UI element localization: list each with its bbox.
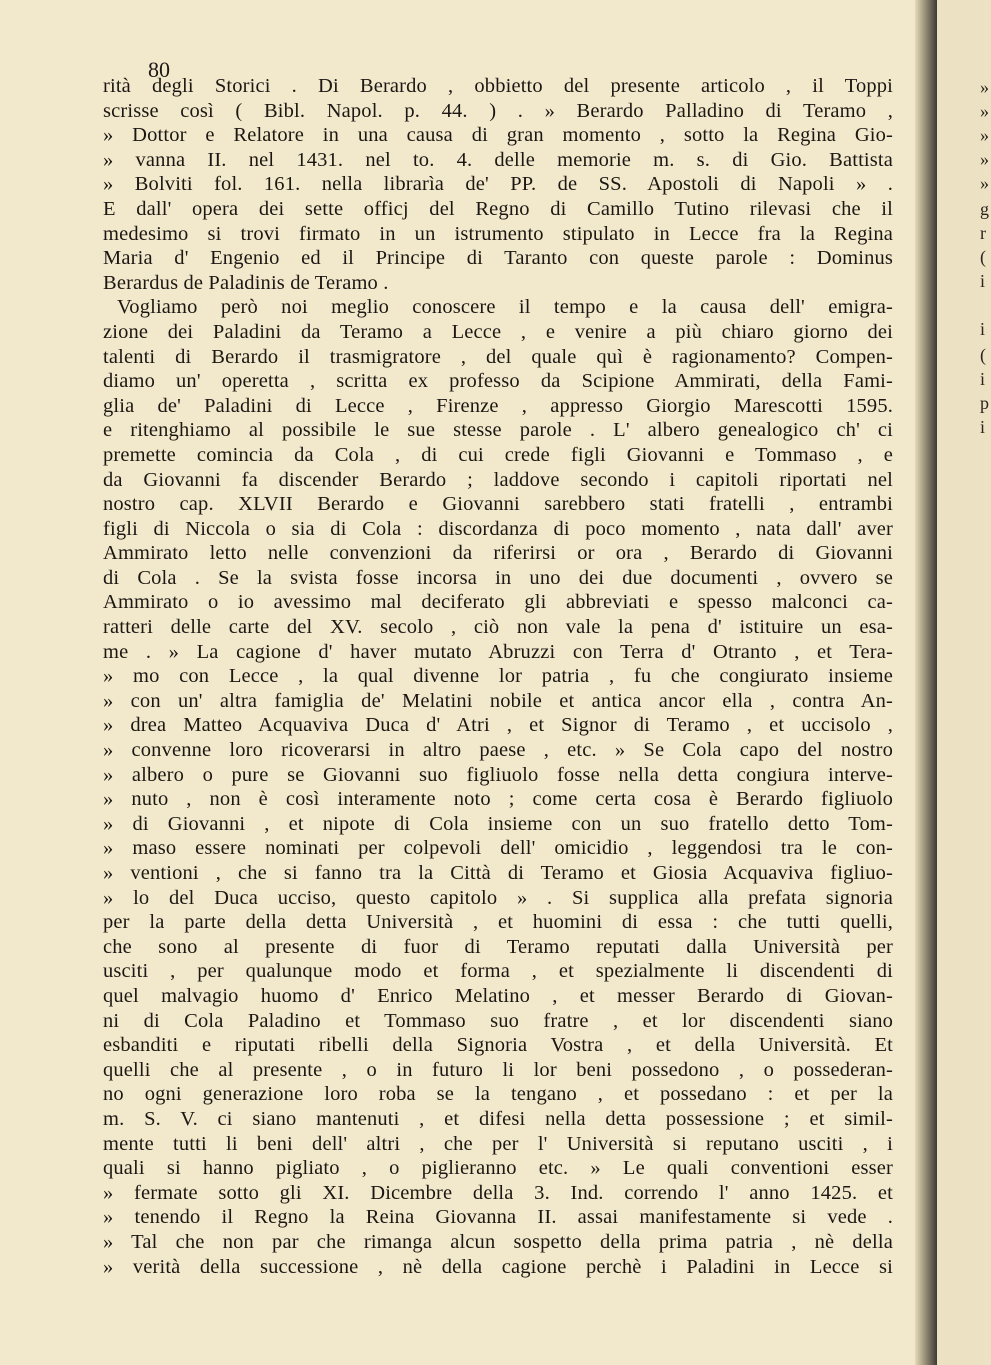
- text-line: Ammirato letto nelle convenzioni da riferirsi or ora , Berardo di Giovanni: [103, 542, 893, 565]
- text-line: » Dottor e Relatore in una causa di gran momento , sotto la Regina Gio-: [103, 124, 893, 147]
- facing-glyph: i: [980, 271, 986, 291]
- text-line: » ventioni , che si fanno tra la Città di Teramo et Giosia Acquaviva figliuo-: [103, 862, 893, 884]
- facing-glyph: (: [980, 247, 986, 267]
- text-line: » lo del Duca ucciso, questo capitolo » . Si supplica alla prefata signoria: [103, 886, 893, 909]
- facing-glyph: »: [980, 125, 989, 145]
- facing-glyph: »: [980, 77, 989, 97]
- text-line: diamo un' operetta , scritta ex professo da Scipione Ammirati, della Fami-: [103, 370, 893, 393]
- text-line: » Tal che non par che rimanga alcun sospetto della prima patria , nè della: [103, 1230, 893, 1253]
- text-line: » di Giovanni , et nipote di Cola insieme con un suo fratello detto Tom-: [103, 812, 893, 835]
- text-line: » mo con Lecce , la qual divenne lor patria , fu che congiurato insieme: [103, 665, 893, 688]
- text-line: rità degli Storici . Di Berardo , obbietto del presente articolo , il Toppi: [103, 75, 893, 97]
- text-line: no ogni generazione loro roba se la tengano , et possedano : et per la: [103, 1083, 893, 1106]
- facing-glyph: i: [980, 319, 986, 339]
- body-text: [103, 74, 893, 1279]
- text-line: e ritenghiamo al possibile le sue stesse parole . L' albero genealogico ch' ci: [103, 419, 893, 442]
- text-line: » tenendo il Regno la Reina Giovanna II. assai manifestamente si vede .: [103, 1206, 893, 1229]
- facing-glyph: i: [980, 417, 986, 437]
- text-line: premette comincia da Cola , di cui crede figli Giovanni e Tommaso , e: [103, 443, 893, 466]
- facing-glyph: (: [980, 345, 986, 365]
- text-line: zione dei Paladini da Teramo a Lecce , e venire a più chiaro giorno dei: [103, 320, 893, 343]
- text-line: nostro cap. XLVII Berardo e Giovanni sarebbero stati fratelli , entrambi: [103, 493, 893, 516]
- text-line: m. S. V. ci siano mantenuti , et difesi nella detta possessione ; et simil-: [103, 1107, 893, 1130]
- text-line: quel malvagio huomo d' Enrico Melatino , et messer Berardo di Giovan-: [103, 984, 893, 1007]
- text-line: Ammirato o io avessimo mal deciferato gli abbreviati e spesso malconci ca-: [103, 591, 893, 614]
- facing-glyph: »: [980, 149, 989, 169]
- text-line: glia de' Paladini di Lecce , Firenze , appresso Giorgio Marescotti 1595.: [103, 394, 893, 417]
- facing-glyph: g: [980, 199, 989, 219]
- text-line: Vogliamo però noi meglio conoscere il tempo e la causa dell' emigra-: [117, 296, 893, 319]
- text-line: da Giovanni fa discender Berardo ; laddove secondo i capitoli riportati nel: [103, 468, 893, 491]
- text-line: per la parte della detta Università , et huomini di essa : che tutti quelli,: [103, 911, 893, 934]
- text-line: Berardus de Paladinis de Teramo .: [103, 271, 389, 294]
- text-line: » fermate sotto gli XI. Dicembre della 3. Ind. correndo l' anno 1425. et: [103, 1181, 893, 1204]
- text-line: » drea Matteo Acquaviva Duca d' Atri , et Signor di Teramo , et uccisolo ,: [103, 714, 893, 737]
- text-line: » maso essere nominati per colpevoli dell' omicidio , leggendosi tra le con-: [103, 837, 893, 860]
- text-line: » Bolviti fol. 161. nella librarìa de' PP. de SS. Apostoli di Napoli » .: [103, 173, 893, 196]
- text-line: ratteri delle carte del XV. secolo , ciò non vale la pena d' istituire un esa-: [103, 616, 893, 639]
- text-line: ni di Cola Paladino et Tommaso suo fratre , et lor discendenti siano: [103, 1009, 893, 1032]
- text-line: » albero o pure se Giovanni suo figliuolo fosse nella detta congiura interve-: [103, 763, 893, 786]
- text-line: scrisse così ( Bibl. Napol. p. 44. ) . » Berardo Palladino di Teramo ,: [103, 99, 893, 122]
- facing-glyph: i: [980, 369, 986, 389]
- text-line: » verità della successione , nè della cagione perchè i Paladini in Lecce si: [103, 1255, 893, 1278]
- text-line: talenti di Berardo il trasmigratore , del quale quì è ragionamento? Compen-: [103, 345, 893, 368]
- text-line: mente tutti li beni dell' altri , che per l' Università si reputano usciti , i: [103, 1132, 893, 1155]
- facing-glyph: p: [980, 393, 989, 413]
- text-line: me . » La cagione d' haver mutato Abruzzi con Terra d' Otranto , et Tera-: [103, 640, 893, 663]
- text-line: E dall' opera dei sette officj del Regno di Camillo Tutino rilevasi che il: [103, 197, 893, 220]
- text-line: Maria d' Engenio ed il Principe di Taranto con queste parole : Dominus: [103, 247, 893, 270]
- text-line: quelli che al presente , o in futuro li lor beni possedono , o possederan-: [103, 1058, 893, 1081]
- text-line: di Cola . Se la svista fosse incorsa in uno dei due documenti , ovvero se: [103, 566, 893, 589]
- book-gutter: [915, 0, 937, 1365]
- text-line: esbanditi e riputati ribelli della Signoria Vostra , et della Università. Et: [103, 1034, 893, 1057]
- text-line: che sono al presente di fuor di Teramo reputati dalla Università per: [103, 935, 893, 958]
- text-line: medesimo si trovi firmato in un istrumento stipulato in Lecce fra la Regina: [103, 222, 893, 245]
- facing-glyph: r: [980, 223, 986, 243]
- text-line: figli di Niccola o sia di Cola : discordanza di poco momento , nata dall' aver: [103, 517, 893, 540]
- text-line: » nuto , non è così interamente noto ; come certa cosa è Berardo figliuolo: [103, 788, 893, 811]
- text-line: quali si hanno pigliato , o piglieranno etc. » Le quali conventioni esser: [103, 1157, 893, 1180]
- text-line: usciti , per qualunque modo et forma , et spezialmente li discendenti di: [103, 960, 893, 983]
- text-line: » vanna II. nel 1431. nel to. 4. delle memorie m. s. di Gio. Battista: [103, 148, 893, 171]
- facing-glyph: »: [980, 101, 989, 121]
- text-line: » convenne loro ricoverarsi in altro paese , etc. » Se Cola capo del nostro: [103, 739, 893, 762]
- facing-glyph: »: [980, 173, 989, 193]
- page-number: 80: [148, 57, 170, 82]
- text-line: » con un' altra famiglia de' Melatini nobile et antica ancor ella , contra An-: [103, 689, 893, 712]
